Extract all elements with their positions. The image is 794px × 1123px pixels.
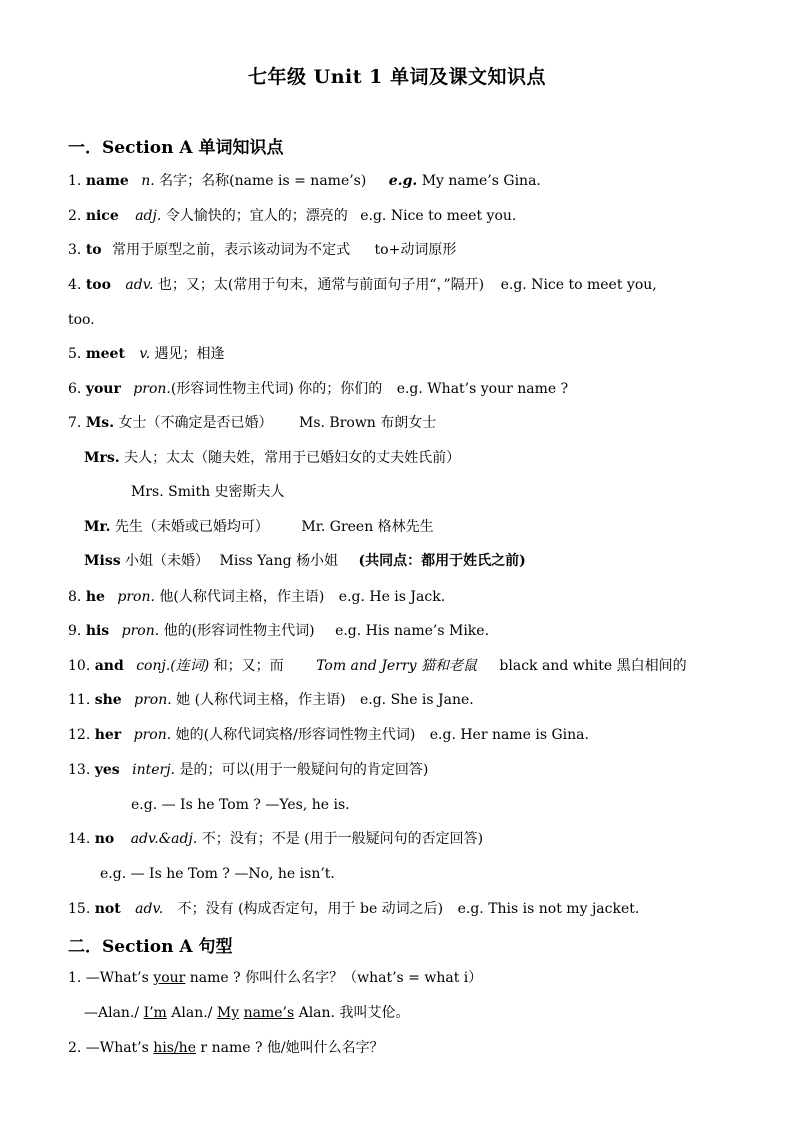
vocab-item-14: 14. no adv.&adj. 不；没有；不是 (用于一般疑问句的否定回答) [68, 831, 484, 847]
vocab-item-1: 1. name n. 名字；名称(name is = name’s) e.g. My name’s Gina. [68, 173, 541, 189]
page-title: 七年级 Unit 1 单词及课文知识点 [248, 66, 546, 88]
vocab-item-15: 15. not adv. 不；没有 (构成否定句，用于 be 动词之后) e.g. This is not my jacket. [68, 901, 640, 917]
vocab-item-13-example: e.g. — Is he Tom ? —Yes, he is. [131, 797, 350, 813]
vocab-item-8: 8. he pron. 他(人称代词主格，作主语) e.g. He is Jack. [68, 589, 446, 605]
vocab-item-4: 4. too adv. 也；又；太(常用于句末，通常与前面句子用“，”隔开) e.g. Nice to meet you, [68, 277, 657, 293]
vocab-item-mrs: Mrs. 夫人；太太（随夫姓，常用于已婚妇女的丈夫姓氏前） [84, 450, 461, 466]
vocab-item-11: 11. she pron. 她 (人称代词主格，作主语) e.g. She is Jane. [68, 692, 474, 708]
section-heading-1: 一．Section A 单词知识点 [68, 138, 284, 158]
vocab-item-4-continued: too. [68, 312, 95, 328]
vocab-item-9: 9. his pron. 他的(形容词性物主代词) e.g. His name’s Mike. [68, 623, 490, 639]
section-heading-2: 二．Section A 句型 [68, 937, 233, 957]
vocab-item-mr: Mr. 先生（未婚或已婚均可） Mr. Green 格林先生 [84, 519, 434, 535]
vocab-item-12: 12. her pron. 她的(人称代词宾格/形容词性物主代词) e.g. Her name is Gina. [68, 727, 589, 743]
sentence-pattern-2: 2. —What’s his/he r name ? 他/她叫什么名字？ [68, 1040, 384, 1056]
vocab-item-7: 7. Ms. 女士（不确定是否已婚） Ms. Brown 布朗女士 [68, 415, 437, 431]
vocab-item-5: 5. meet v. 遇见；相逢 [68, 346, 225, 362]
vocab-item-14-example: e.g. — Is he Tom ? —No, he isn’t. [100, 866, 335, 882]
vocab-item-13: 13. yes interj. 是的；可以(用于一般疑问句的肯定回答) [68, 762, 429, 778]
vocab-item-mrs-example: Mrs. Smith 史密斯夫人 [131, 484, 285, 500]
vocab-item-miss: Miss 小姐（未婚） Miss Yang 杨小姐 (共同点：都用于姓氏之前) [84, 553, 526, 569]
sentence-pattern-1: 1. —What’s your name ? 你叫什么名字？（what’s = what i） [68, 970, 483, 986]
vocab-item-10: 10. and conj.(连词) 和；又；而 Tom and Jerry 猫和老鼠 black and white 黑白相间的 [68, 658, 687, 674]
vocab-item-3: 3. to 常用于原型之前，表示该动词为不定式 to+动词原形 [68, 242, 457, 258]
vocab-item-2: 2. nice adj. 令人愉快的；宜人的；漂亮的 e.g. Nice to meet you. [68, 208, 517, 224]
sentence-pattern-1-answer: —Alan./ I’m Alan./ My name’s Alan. 我叫艾伦。 [84, 1005, 410, 1021]
vocab-item-6: 6. your pron.(形容词性物主代词) 你的；你们的 e.g. What’s your name ? [68, 381, 569, 397]
